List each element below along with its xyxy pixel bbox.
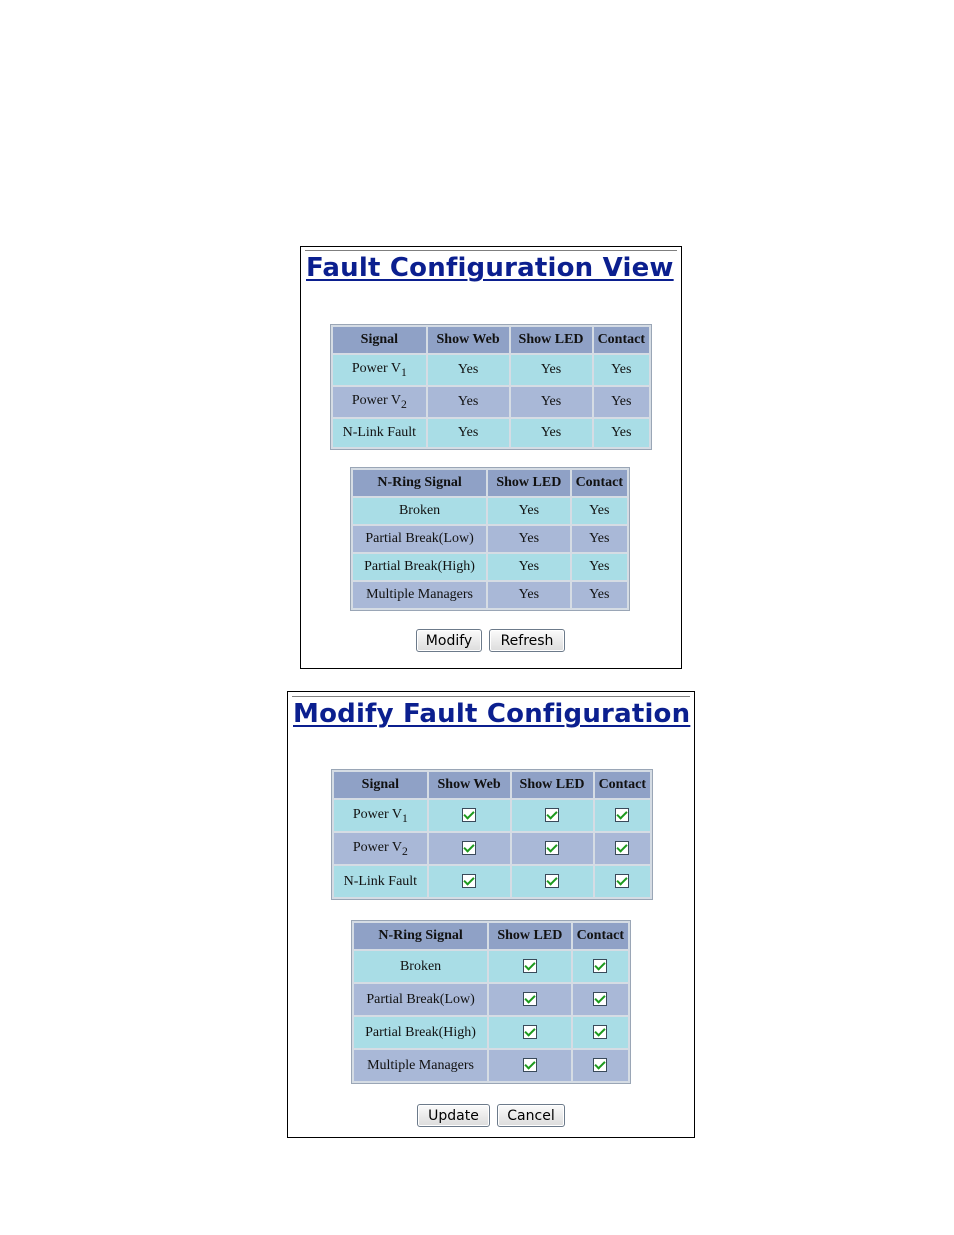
column-header-contact: Contact bbox=[573, 923, 628, 949]
column-header-show-web: Show Web bbox=[428, 327, 509, 353]
show-led-value: Yes bbox=[511, 387, 592, 417]
checkbox-checked-icon[interactable] bbox=[545, 841, 559, 855]
column-header-contact: Contact bbox=[594, 327, 649, 353]
column-header-nring-signal: N-Ring Signal bbox=[354, 923, 487, 949]
checkbox-checked-icon[interactable] bbox=[615, 841, 629, 855]
show-web-value: Yes bbox=[428, 355, 509, 385]
show-web-cell bbox=[429, 866, 510, 897]
show-led-cell bbox=[512, 833, 593, 864]
nring-signal-name: Partial Break(High) bbox=[353, 554, 486, 580]
show-led-cell bbox=[489, 984, 570, 1015]
show-web-value: Yes bbox=[428, 387, 509, 417]
checkbox-checked-icon[interactable] bbox=[523, 992, 537, 1006]
nring-signal-name: Multiple Managers bbox=[354, 1050, 487, 1081]
checkbox-checked-icon[interactable] bbox=[615, 808, 629, 822]
table-header-row bbox=[354, 923, 628, 949]
update-button[interactable]: Update bbox=[417, 1104, 490, 1127]
signal-name: Power $V_1$ bbox=[334, 800, 427, 831]
table-row bbox=[354, 951, 628, 982]
contact-cell bbox=[595, 800, 650, 831]
contact-value: Yes bbox=[594, 419, 649, 447]
column-header-contact: Contact bbox=[572, 470, 627, 496]
table-header-row bbox=[334, 772, 650, 798]
nring-signal-name: Broken bbox=[354, 951, 487, 982]
table-row bbox=[333, 387, 649, 417]
contact-value: Yes bbox=[594, 355, 649, 385]
contact-cell bbox=[595, 833, 650, 864]
table-row bbox=[353, 582, 627, 608]
show-led-value: Yes bbox=[511, 419, 592, 447]
nring-signal-name: Multiple Managers bbox=[353, 582, 486, 608]
checkbox-checked-icon[interactable] bbox=[523, 959, 537, 973]
show-web-cell bbox=[429, 833, 510, 864]
contact-value: Yes bbox=[572, 526, 627, 552]
refresh-button[interactable]: Refresh bbox=[489, 629, 565, 652]
contact-value: Yes bbox=[572, 582, 627, 608]
signal-name: N-Link Fault bbox=[333, 419, 426, 447]
cancel-button[interactable]: Cancel bbox=[497, 1104, 565, 1127]
checkbox-checked-icon[interactable] bbox=[523, 1025, 537, 1039]
table-row bbox=[354, 1050, 628, 1081]
table-row bbox=[333, 419, 649, 447]
page-title: Modify Fault Configuration bbox=[293, 699, 691, 729]
title-top-rule bbox=[305, 250, 677, 251]
signals-table bbox=[330, 324, 652, 450]
table-header-row bbox=[333, 327, 649, 353]
column-header-signal: Signal bbox=[334, 772, 427, 798]
table-row bbox=[354, 1017, 628, 1048]
column-header-show-led: Show LED bbox=[489, 923, 570, 949]
show-led-value: Yes bbox=[488, 498, 569, 524]
checkbox-checked-icon[interactable] bbox=[462, 874, 476, 888]
contact-cell bbox=[573, 984, 628, 1015]
show-led-value: Yes bbox=[488, 554, 569, 580]
checkbox-checked-icon[interactable] bbox=[615, 874, 629, 888]
nring-signal-name: Partial Break(Low) bbox=[354, 984, 487, 1015]
table-row bbox=[334, 866, 650, 897]
column-header-nring-signal: N-Ring Signal bbox=[353, 470, 486, 496]
column-header-contact: Contact bbox=[595, 772, 650, 798]
contact-value: Yes bbox=[572, 554, 627, 580]
table-row bbox=[353, 498, 627, 524]
table-row bbox=[354, 984, 628, 1015]
column-header-show-led: Show LED bbox=[512, 772, 593, 798]
table-row bbox=[333, 355, 649, 385]
nring-table bbox=[350, 467, 630, 611]
show-web-value: Yes bbox=[428, 419, 509, 447]
show-led-cell bbox=[512, 800, 593, 831]
signal-name: Power $V_2$ bbox=[333, 387, 426, 417]
table-row bbox=[353, 526, 627, 552]
nring-signal-name: Partial Break(High) bbox=[354, 1017, 487, 1048]
show-led-cell bbox=[489, 1017, 570, 1048]
column-header-show-web: Show Web bbox=[429, 772, 510, 798]
table-header-row bbox=[353, 470, 627, 496]
checkbox-checked-icon[interactable] bbox=[593, 959, 607, 973]
modify-fault-configuration-panel bbox=[287, 691, 695, 1138]
contact-cell bbox=[595, 866, 650, 897]
contact-cell bbox=[573, 1017, 628, 1048]
table-row bbox=[334, 833, 650, 864]
checkbox-checked-icon[interactable] bbox=[593, 992, 607, 1006]
signal-name: Power $V_2$ bbox=[334, 833, 427, 864]
fault-configuration-view-panel bbox=[300, 246, 682, 669]
signal-name: N-Link Fault bbox=[334, 866, 427, 897]
checkbox-checked-icon[interactable] bbox=[593, 1058, 607, 1072]
show-led-value: Yes bbox=[488, 526, 569, 552]
checkbox-checked-icon[interactable] bbox=[462, 808, 476, 822]
show-led-value: Yes bbox=[511, 355, 592, 385]
signals-table bbox=[331, 769, 653, 900]
column-header-show-led: Show LED bbox=[511, 327, 592, 353]
nring-table bbox=[351, 920, 631, 1084]
checkbox-checked-icon[interactable] bbox=[593, 1025, 607, 1039]
table-row bbox=[334, 800, 650, 831]
modify-button[interactable]: Modify bbox=[416, 629, 482, 652]
table-row bbox=[353, 554, 627, 580]
signal-name: Power $V_1$ bbox=[333, 355, 426, 385]
show-web-cell bbox=[429, 800, 510, 831]
contact-cell bbox=[573, 951, 628, 982]
show-led-cell bbox=[512, 866, 593, 897]
nring-signal-name: Partial Break(Low) bbox=[353, 526, 486, 552]
contact-value: Yes bbox=[594, 387, 649, 417]
nring-signal-name: Broken bbox=[353, 498, 486, 524]
show-led-value: Yes bbox=[488, 582, 569, 608]
title-top-rule bbox=[292, 696, 690, 697]
checkbox-checked-icon[interactable] bbox=[545, 808, 559, 822]
page-title: Fault Configuration View bbox=[306, 253, 674, 283]
show-led-cell bbox=[489, 1050, 570, 1081]
checkbox-checked-icon[interactable] bbox=[545, 874, 559, 888]
contact-value: Yes bbox=[572, 498, 627, 524]
show-led-cell bbox=[489, 951, 570, 982]
checkbox-checked-icon[interactable] bbox=[523, 1058, 537, 1072]
column-header-show-led: Show LED bbox=[488, 470, 569, 496]
contact-cell bbox=[573, 1050, 628, 1081]
column-header-signal: Signal bbox=[333, 327, 426, 353]
checkbox-checked-icon[interactable] bbox=[462, 841, 476, 855]
